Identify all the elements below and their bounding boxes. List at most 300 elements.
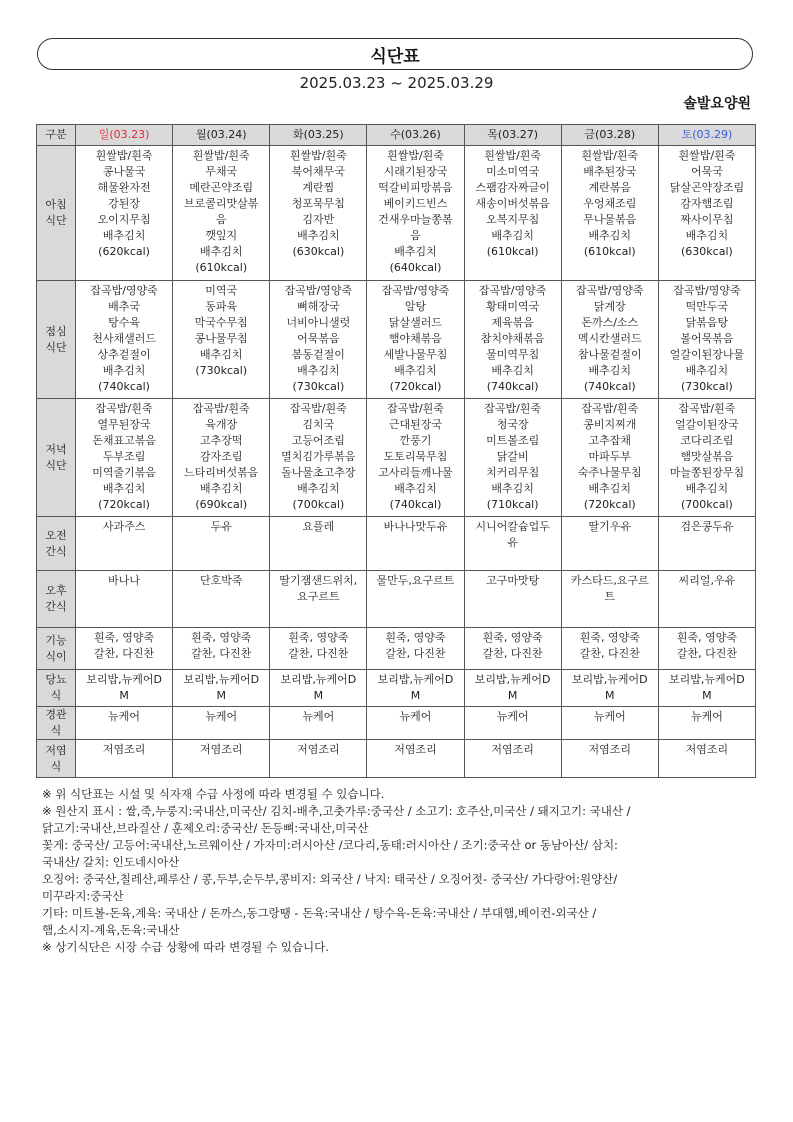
menu-item: 청국장	[496, 418, 529, 431]
menu-item: 닭살샐러드	[388, 316, 443, 329]
menu-item: (610kcal)	[486, 245, 539, 258]
menu-item: 동파육	[205, 300, 238, 313]
menu-cell	[76, 707, 173, 740]
menu-cell	[173, 281, 270, 399]
menu-item: 잡곡밥/흰죽	[484, 402, 542, 415]
menu-item: 저염조리	[588, 743, 632, 756]
menu-item: 알탕	[404, 300, 427, 313]
menu-item: 해물완자전	[97, 181, 151, 194]
menu-item: (630kcal)	[681, 245, 733, 258]
menu-item: 바나나	[108, 574, 141, 587]
menu-item: 잡곡밥/흰죽	[387, 402, 444, 415]
menu-item: 고등어조림	[291, 434, 345, 447]
menu-item: 돌나물초고추장	[281, 466, 356, 479]
menu-item: (610kcal)	[195, 261, 248, 274]
menu-item: 닭살곤약장조림	[669, 181, 745, 194]
menu-item: (720kcal)	[389, 380, 442, 393]
menu-item: (730kcal)	[681, 380, 733, 393]
menu-item: 상추겉절이	[97, 348, 151, 361]
menu-item: 흰죽, 영양죽	[288, 631, 349, 644]
menu-item: 뉴케어	[108, 710, 141, 723]
menu-cell	[270, 281, 367, 399]
menu-item: (630kcal)	[292, 245, 345, 258]
menu-item: 배추된장국	[583, 165, 637, 178]
menu-item: 감자조림	[199, 450, 243, 463]
menu-item: 감자햄조림	[680, 197, 734, 210]
menu-item: 배추김치	[297, 229, 340, 242]
menu-cell	[658, 281, 755, 399]
menu-item: (610kcal)	[583, 245, 636, 258]
menu-item: 뉴케어	[302, 710, 335, 723]
menu-item: 보리밥,뉴케어D	[377, 673, 454, 686]
menu-item: 잡곡밥/영양죽	[478, 284, 547, 297]
menu-item: 돈채표고볶음	[92, 434, 156, 447]
menu-cell	[658, 670, 755, 707]
menu-item: 무나물볶음	[583, 213, 637, 226]
menu-item: 저염조리	[297, 743, 340, 756]
row-label-line: 경관	[45, 708, 67, 721]
table-row	[37, 571, 756, 628]
day-header: 화(03.25)	[270, 125, 367, 146]
menu-item: 흰죽, 영양죽	[191, 631, 252, 644]
menu-item: 무채국	[205, 165, 238, 178]
menu-item: 갈찬, 다진찬	[288, 647, 349, 660]
menu-cell	[76, 628, 173, 670]
menu-item: 잡곡밥/영양죽	[673, 284, 741, 297]
row-label	[37, 740, 76, 778]
note-line: 닭고기:국내산,브라질산 / 훈제오리:중국산/ 돈등뼈:국내산,미국산	[42, 821, 369, 835]
menu-item: 흰쌀밥/흰죽	[387, 149, 444, 162]
organization-name: 솔발요양원	[683, 96, 751, 112]
menu-item: 보리밥,뉴케어D	[280, 673, 357, 686]
menu-item: 배추김치	[491, 229, 534, 242]
menu-item: 브로콜리맛살볶	[184, 197, 259, 210]
menu-cell	[173, 517, 270, 571]
menu-cell	[173, 571, 270, 628]
note-line: ※ 원산지 표시 : 쌀,죽,누룽지:국내산,미국산/ 김치-배추,고춧가루:중국산 / 소고기: 호주산,미국산 / 돼지고기: 국내산 /	[42, 804, 631, 818]
menu-item: 잡곡밥/흰죽	[581, 402, 639, 415]
notes-section	[42, 786, 757, 956]
menu-cell	[367, 517, 464, 571]
row-label-line: 당뇨	[45, 673, 67, 686]
menu-item: 우엉채조림	[583, 197, 637, 210]
menu-item: 닭볶음탕	[685, 316, 729, 329]
menu-item: 김치국	[302, 418, 335, 431]
menu-item: (720kcal)	[98, 498, 150, 511]
menu-item: 흰쌀밥/흰죽	[289, 149, 347, 162]
note-line: 국내산/ 갈치: 인도네시아산	[42, 855, 180, 869]
menu-item: (740kcal)	[389, 498, 442, 511]
menu-item: 어묵국	[690, 165, 723, 178]
menu-item: (700kcal)	[292, 498, 345, 511]
menu-item: 두부조림	[102, 450, 146, 463]
menu-item: 배추김치	[102, 364, 146, 377]
menu-item: 참나물겉절이	[577, 348, 642, 361]
menu-item: 멕시칸샐러드	[577, 332, 642, 345]
row-label-line: 간식	[45, 600, 67, 613]
table-row	[37, 399, 756, 517]
menu-item: 잡곡밥/흰죽	[192, 402, 250, 415]
menu-item: 고추장떡	[199, 434, 243, 447]
menu-item: 새송이버섯볶음	[475, 197, 550, 210]
menu-item: M	[216, 689, 226, 702]
menu-cell	[658, 571, 755, 628]
menu-cell	[173, 740, 270, 778]
menu-item: 김자반	[302, 213, 335, 226]
menu-cell	[173, 628, 270, 670]
menu-item: 흰죽, 영양죽	[482, 631, 543, 644]
page-title	[37, 38, 753, 70]
note-line: 기타: 미트볼-돈육,계육: 국내산 / 돈까스,동그랑땡 - 돈육:국내산 / 탕수육-돈육:국내산 / 부대햄,베이컨-외국산 /	[42, 906, 597, 920]
row-label-line: 식	[50, 689, 62, 702]
menu-cell	[561, 670, 658, 707]
menu-item: 깻잎지	[205, 229, 238, 242]
menu-item: 마파두부	[588, 450, 632, 463]
menu-cell	[464, 281, 561, 399]
menu-item: 두유	[210, 520, 232, 533]
menu-item: 저염조리	[102, 743, 146, 756]
menu-cell	[270, 399, 367, 517]
menu-item: 배추김치	[199, 482, 243, 495]
menu-item: 치커리무침	[486, 466, 540, 479]
row-label-line: 식단	[45, 340, 67, 354]
menu-cell	[367, 740, 464, 778]
note-line: ※ 위 식단표는 시설 및 식자재 수급 사정에 따라 변경될 수 있습니다.	[42, 787, 385, 801]
menu-item: 음	[215, 213, 227, 226]
menu-item: 멸치김가루볶음	[281, 450, 356, 463]
menu-item: 건새우마늘쫑볶	[378, 213, 453, 226]
row-label-line: 식단	[45, 214, 67, 227]
menu-item: 보리밥,뉴케어D	[183, 673, 260, 686]
row-label-line: 오전	[45, 528, 67, 542]
day-header: 금(03.28)	[561, 125, 658, 146]
menu-cell	[76, 146, 173, 281]
menu-item: 흰쌀밥/흰죽	[95, 149, 153, 162]
menu-item: (640kcal)	[389, 261, 442, 274]
menu-item: 물미역무침	[486, 348, 540, 361]
menu-item: 잡곡밥/영양죽	[576, 284, 644, 297]
menu-item: 천사채샐러드	[92, 332, 156, 345]
menu-item: 요플레	[302, 520, 335, 533]
menu-item: 육개장	[205, 418, 238, 431]
menu-cell	[464, 517, 561, 571]
menu-item: 뉴케어	[399, 710, 432, 723]
menu-item: M	[605, 689, 615, 702]
menu-item: 요구르트	[297, 590, 340, 603]
menu-item: 배추김치	[394, 364, 437, 377]
menu-item: 사과주스	[102, 520, 146, 533]
menu-item: 배추김치	[199, 245, 243, 258]
menu-item: 스팸감자짜글이	[475, 181, 550, 194]
menu-item: 돈까스/소스	[581, 316, 639, 329]
row-label	[37, 146, 76, 281]
day-header: 수(03.26)	[367, 125, 464, 146]
menu-cell	[464, 571, 561, 628]
menu-cell	[270, 628, 367, 670]
menu-item: 흰죽, 영양죽	[579, 631, 640, 644]
date-range: 2025.03.23 ~ 2025.03.29	[299, 74, 494, 92]
menu-item: 콩나물무침	[194, 332, 248, 345]
day-header: 일(03.23)	[76, 125, 173, 146]
menu-item: 흰죽, 영양죽	[676, 631, 737, 644]
menu-item: 보리밥,뉴케어D	[571, 673, 648, 686]
menu-item: M	[313, 689, 324, 702]
row-label-line: 저염	[45, 743, 67, 757]
menu-item: 보리밥,뉴케어D	[474, 673, 551, 686]
menu-cell	[367, 399, 464, 517]
menu-cell	[367, 628, 464, 670]
menu-item: 배추김치	[199, 348, 243, 361]
menu-item: 흰죽, 영양죽	[385, 631, 446, 644]
table-row	[37, 707, 756, 740]
menu-item: 계란볶음	[588, 181, 632, 194]
menu-item: 시니어칼슘업두	[475, 520, 550, 533]
menu-item: 딸기잼샌드위치,	[279, 574, 358, 587]
menu-cell	[367, 571, 464, 628]
menu-item: 갈찬, 다진찬	[191, 647, 252, 660]
menu-item: 도토리묵무침	[383, 450, 448, 463]
menu-item: 배추김치	[685, 364, 729, 377]
menu-item: 미역국	[205, 284, 238, 297]
menu-item: M	[507, 689, 518, 702]
row-label-line: 저녁	[45, 442, 67, 456]
menu-item: M	[410, 689, 421, 702]
row-label	[37, 399, 76, 517]
menu-cell	[658, 146, 755, 281]
note-line: 오징어: 중국산,칠레산,페루산 / 콩,두부,순두부,콩비지: 외국산 / 낙지: 태국산 / 오징어젓- 중국산/ 가다랑어:원양산/	[42, 872, 618, 886]
menu-item: (620kcal)	[98, 245, 150, 258]
menu-item: (720kcal)	[583, 498, 636, 511]
row-label-line: 식이	[45, 649, 67, 663]
menu-item: 갈찬, 다진찬	[579, 647, 640, 660]
meal-table	[36, 124, 756, 778]
menu-item: 잡곡밥/영양죽	[284, 284, 353, 297]
menu-item: 베이키드빈스	[383, 197, 448, 210]
menu-item: (730kcal)	[292, 380, 345, 393]
menu-item: 배추김치	[102, 482, 146, 495]
menu-cell	[367, 707, 464, 740]
table-row	[37, 281, 756, 399]
menu-item: 얼갈이된장국	[675, 418, 739, 431]
menu-item: 흰쌀밥/흰죽	[192, 149, 250, 162]
menu-cell	[367, 281, 464, 399]
menu-item: 햄야채볶음	[388, 332, 443, 345]
menu-item: 청포묵무침	[291, 197, 345, 210]
menu-item: (730kcal)	[195, 364, 248, 377]
menu-item: 숙주나물무침	[577, 466, 642, 479]
menu-item: 바나나맛두유	[383, 520, 448, 533]
menu-item: 잡곡밥/흰죽	[95, 402, 153, 415]
menu-item: 코다리조림	[680, 434, 734, 447]
menu-item: 뉴케어	[690, 710, 723, 723]
table-row	[37, 670, 756, 707]
menu-item: 미트볼조림	[486, 434, 540, 447]
menu-item: 배추김치	[394, 245, 437, 258]
menu-item: 유	[507, 536, 518, 549]
menu-cell	[76, 571, 173, 628]
menu-item: 황태미역국	[486, 300, 540, 313]
menu-cell	[561, 628, 658, 670]
menu-item: 잡곡밥/흰죽	[289, 402, 347, 415]
menu-cell	[464, 670, 561, 707]
menu-item: 오복지무침	[486, 213, 540, 226]
row-label	[37, 571, 76, 628]
menu-cell	[464, 740, 561, 778]
menu-item: 배추김치	[588, 364, 632, 377]
menu-item: (740kcal)	[98, 380, 150, 393]
menu-item: 흰죽, 영양죽	[94, 631, 155, 644]
menu-item: M	[702, 689, 712, 702]
menu-item: 배추김치	[297, 482, 340, 495]
row-label-line: 오후	[45, 584, 67, 597]
menu-cell	[173, 707, 270, 740]
menu-item: 뼈해장국	[297, 300, 340, 313]
menu-cell	[76, 670, 173, 707]
menu-item: 얼갈이된장나물	[669, 348, 745, 361]
menu-cell	[76, 281, 173, 399]
menu-item: 떡만두국	[685, 300, 729, 313]
menu-item: 흰쌀밥/흰죽	[581, 149, 639, 162]
menu-cell	[561, 571, 658, 628]
menu-cell	[658, 628, 755, 670]
menu-item: 저염조리	[685, 743, 729, 756]
menu-item: 딸기우유	[588, 520, 632, 533]
row-label-line: 아침	[45, 198, 67, 211]
menu-cell	[658, 517, 755, 571]
menu-item: 고추잡채	[588, 434, 632, 447]
menu-item: 갈찬, 다진찬	[482, 647, 543, 660]
menu-item: 막국수무침	[194, 316, 248, 329]
menu-item: 보리밥,뉴케어D	[86, 673, 162, 686]
menu-item: 단호박죽	[199, 574, 243, 587]
menu-item: 저염조리	[491, 743, 534, 756]
menu-cell	[561, 146, 658, 281]
row-label-line: 식	[50, 759, 62, 773]
menu-item: 고사리들깨나물	[378, 466, 453, 479]
menu-cell	[658, 399, 755, 517]
menu-cell	[270, 740, 367, 778]
menu-item: 배추김치	[102, 229, 146, 242]
menu-item: 배추김치	[394, 482, 437, 495]
menu-item: 갈찬, 다진찬	[385, 647, 446, 660]
menu-item: 볼어묵볶음	[680, 332, 734, 345]
menu-item: 배추김치	[491, 364, 534, 377]
menu-item: 계란찜	[302, 181, 335, 194]
menu-item: 미역줄기볶음	[92, 466, 156, 479]
menu-item: 물만두,요구르트	[376, 574, 455, 587]
menu-item: 흰쌀밥/흰죽	[484, 149, 542, 162]
menu-item: 햄맛살볶음	[680, 450, 734, 463]
row-label-line: 점심	[45, 324, 67, 338]
note-line: 꽃게: 중국산/ 고등어:국내산,노르웨이산 / 가자미:러시아산 /코다리,동태:러시아산 / 조기:중국산 or 동남아산/ 삼치:	[42, 838, 618, 852]
row-label-line: 식	[50, 724, 62, 737]
menu-cell	[76, 399, 173, 517]
menu-item: 미소미역국	[486, 165, 540, 178]
menu-cell	[464, 707, 561, 740]
note-line: 햄,소시지-계육,돈육:국내산	[42, 923, 180, 937]
menu-item: (740kcal)	[583, 380, 636, 393]
menu-item: 강된장	[108, 197, 141, 210]
menu-item: 세발나물무침	[383, 348, 448, 361]
menu-item: 닭갈비	[496, 450, 529, 463]
menu-item: 짜사이무침	[680, 213, 734, 226]
menu-item: 봄동겉절이	[291, 348, 345, 361]
menu-cell	[561, 399, 658, 517]
menu-item: 북어채무국	[291, 165, 345, 178]
menu-cell	[270, 571, 367, 628]
corner-header: 구분	[37, 125, 76, 146]
menu-item: (740kcal)	[486, 380, 539, 393]
menu-item: (710kcal)	[486, 498, 539, 511]
table-row	[37, 146, 756, 281]
menu-item: 배추국	[108, 300, 141, 313]
menu-item: 고구마맛탕	[486, 574, 540, 587]
menu-cell	[658, 740, 755, 778]
row-label	[37, 670, 76, 707]
menu-item: 배추김치	[588, 229, 632, 242]
menu-item: 탕수육	[108, 316, 141, 329]
row-label	[37, 281, 76, 399]
menu-cell	[367, 670, 464, 707]
menu-item: 너비아니샐럿	[286, 316, 351, 329]
menu-cell	[561, 281, 658, 399]
menu-item: 잡곡밥/영양죽	[381, 284, 450, 297]
menu-item: 보리밥,뉴케어D	[669, 673, 745, 686]
menu-cell	[76, 740, 173, 778]
menu-item: 잡곡밥/영양죽	[90, 284, 158, 297]
menu-item: 참치야채볶음	[480, 332, 545, 345]
menu-item: (690kcal)	[195, 498, 248, 511]
note-line: ※ 상기식단은 시장 수급 상황에 따라 변경될 수 있습니다.	[42, 940, 329, 954]
menu-item: 메란곤약조림	[189, 181, 254, 194]
menu-cell	[173, 146, 270, 281]
row-label	[37, 707, 76, 740]
menu-item: 흰쌀밥/흰죽	[678, 149, 736, 162]
menu-item: 콩나물국	[102, 165, 146, 178]
menu-item: (700kcal)	[681, 498, 733, 511]
table-header-row	[37, 125, 756, 146]
menu-item: 마늘쫑된장무침	[669, 466, 745, 479]
menu-item: 뉴케어	[593, 710, 626, 723]
menu-item: 뉴케어	[205, 710, 238, 723]
menu-item: 시래기된장국	[383, 165, 448, 178]
menu-item: 배추김치	[491, 482, 534, 495]
menu-item: 제육볶음	[491, 316, 534, 329]
row-label-line: 식단	[45, 458, 67, 472]
menu-item: 트	[604, 590, 616, 603]
menu-cell	[270, 707, 367, 740]
day-header: 월(03.24)	[173, 125, 270, 146]
menu-cell	[76, 517, 173, 571]
menu-cell	[173, 399, 270, 517]
menu-item: 음	[410, 229, 421, 242]
row-label-line: 기능	[45, 633, 67, 647]
row-label	[37, 517, 76, 571]
menu-item: 깐풍기	[399, 434, 432, 447]
menu-cell	[561, 707, 658, 740]
menu-item: 씨리얼,우유	[678, 574, 736, 587]
menu-item: 콩비지찌개	[583, 418, 637, 431]
row-label	[37, 628, 76, 670]
menu-item: 배추김치	[685, 229, 729, 242]
menu-item: M	[119, 689, 129, 702]
menu-item: 카스타드,요구르	[570, 574, 649, 587]
day-header: 목(03.27)	[464, 125, 561, 146]
table-row	[37, 517, 756, 571]
menu-item: 잡곡밥/흰죽	[678, 402, 736, 415]
menu-item: 오이지무침	[97, 213, 151, 226]
menu-item: 어묵볶음	[297, 332, 340, 345]
